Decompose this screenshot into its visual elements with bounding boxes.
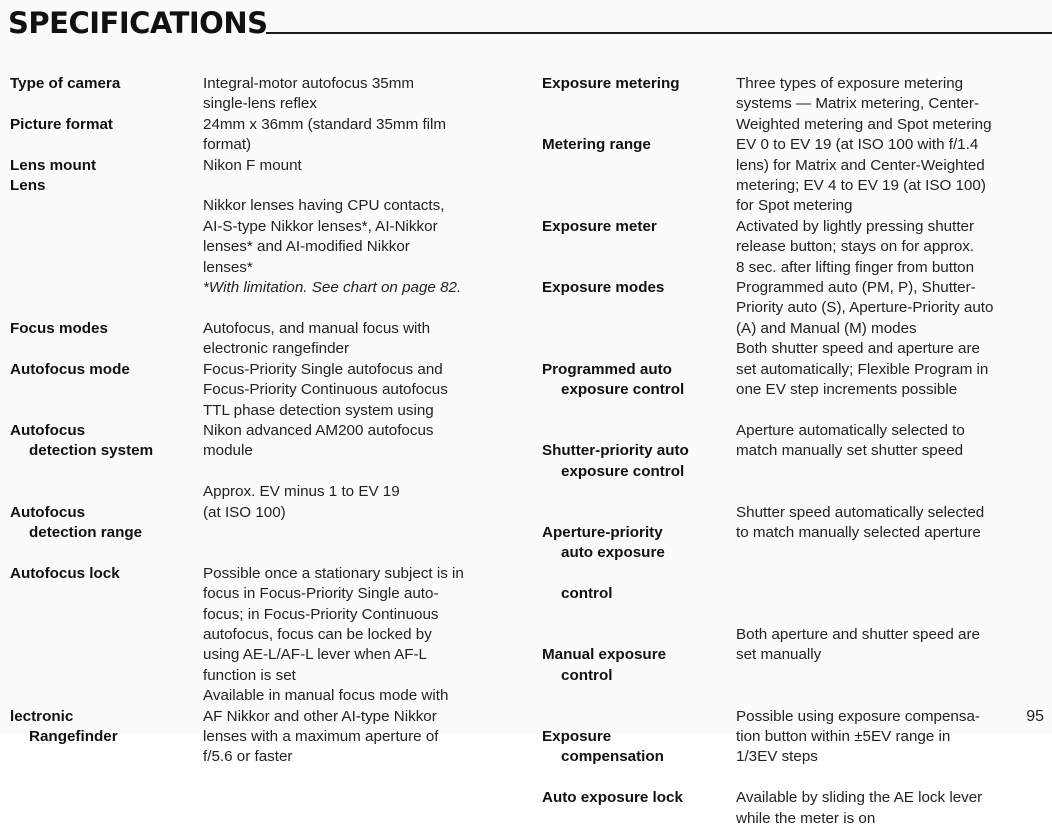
spec-metering-range (542, 135, 1050, 217)
spec-term-line: control (561, 585, 613, 603)
spec-exposure-meter (542, 217, 1050, 278)
spec-value: Available in manual focus mode with AF Nikkor and other AI-type Nikkor lenses with a maximum aperture of f/5.6 or faster (203, 687, 449, 766)
spec-term-line: Manual exposure (542, 646, 667, 664)
right-spec-column (542, 74, 1050, 829)
spec-autofocus-mode (10, 360, 530, 401)
spec-term (542, 421, 736, 503)
spec-value: Shutter speed automatically selected to match manually selected aperture (736, 503, 985, 541)
spec-term: Exposure metering (542, 75, 680, 92)
spec-value: Autofocus, and manual focus with electronic rangefinder (203, 319, 431, 358)
spec-value: Possible once a stationary subject is in focus in Focus-Priority Single auto- focus; in Focus-Priority Continuous autofocus, focus can be locked by using AE-L/AF-L lever when AF-L function is set (203, 564, 464, 684)
spec-term: Auto exposure lock (542, 789, 683, 807)
spec-autofocus-detection-system (10, 401, 530, 483)
left-spec-column (10, 74, 530, 768)
spec-term (542, 707, 736, 789)
spec-term: Type of camera (10, 75, 121, 92)
spec-term-line: detection range (29, 523, 143, 541)
spec-term: Lens mount (10, 156, 97, 174)
spec-autofocus-detection-range (10, 482, 530, 564)
spec-focus-modes (10, 319, 530, 360)
spec-term-line: exposure control (561, 462, 685, 480)
spec-term-line: Autofocus (10, 503, 86, 521)
spec-term: Metering range (542, 136, 651, 154)
spec-exposure-metering (542, 74, 1050, 135)
spec-value: Focus-Priority Single autofocus and Focus-Priority Continuous autofocus (203, 360, 448, 399)
spec-value: Three types of exposure metering systems — Matrix metering, Center- Weighted metering and Spot metering (736, 75, 992, 133)
spec-term: Autofocus mode (10, 360, 130, 378)
spec-term: Picture format (10, 115, 113, 133)
spec-programmed-auto-exposure-control (542, 339, 1050, 421)
title-rule (266, 32, 1052, 34)
spec-value: Available by sliding the AE lock lever while the meter is on (736, 789, 983, 827)
spec-term (542, 339, 736, 421)
footnote: *With limitation. See chart on page 82. (203, 279, 462, 297)
spec-term (10, 686, 203, 768)
spec-term-line: Aperture-priority (542, 523, 663, 541)
spec-term: Exposure modes (542, 279, 665, 297)
spec-exposure-modes (542, 278, 1050, 339)
spec-shutter-priority-auto-exposure-control (542, 421, 1050, 503)
spec-value: Possible using exposure compensa- tion button within ±5EV range in 1/3EV steps (736, 707, 980, 766)
spec-term: Exposure meter (542, 217, 657, 235)
spec-lens (10, 176, 530, 319)
spec-value-text: Nikkor lenses having CPU contacts, AI-S-type Nikkor lenses*, AI-Nikkor lenses* and AI-modified Nikkor lenses* (203, 197, 445, 276)
spec-picture-format (10, 115, 530, 156)
spec-term-line: compensation (561, 748, 664, 766)
spec-term: Autofocus lock (10, 564, 120, 582)
spec-type-of-camera (10, 74, 530, 115)
spec-term-line: Shutter-priority auto (542, 442, 689, 460)
spec-electronic-rangefinder (10, 686, 530, 768)
spec-term (542, 625, 736, 707)
spec-value: Nikon F mount (203, 156, 302, 174)
spec-value: EV 0 to EV 19 (at ISO 100 with f/1.4 lens) for Matrix and Center-Weighted metering; EV 4 to EV 19 (at ISO 100) for Spot metering (736, 136, 986, 215)
header (8, 6, 1048, 46)
spec-term-line: Autofocus (10, 421, 86, 439)
spec-lens-mount (10, 156, 530, 176)
spec-term: Lens (10, 177, 46, 195)
spec-aperture-priority-auto-exposure-control (542, 503, 1050, 625)
spec-value: Both shutter speed and aperture are set automatically; Flexible Program in one EV step increments possible (736, 340, 989, 399)
page-number: 95 (1026, 708, 1044, 725)
spec-auto-exposure-lock (542, 788, 1050, 829)
spec-value: Approx. EV minus 1 to EV 19 (at ISO 100) (203, 483, 400, 521)
spec-term-line: exposure control (561, 381, 685, 399)
spec-term-line: Rangefinder (29, 728, 118, 745)
spec-value: TTL phase detection system using Nikon advanced AM200 autofocus module (203, 401, 434, 460)
spec-value: Programmed auto (PM, P), Shutter- Priority auto (S), Aperture-Priority auto (A) and Manual (M) modes (736, 279, 994, 337)
spec-value: Activated by lightly pressing shutter release button; stays on for approx. 8 sec. after lifting finger from button (736, 217, 975, 276)
spec-term-line: Exposure (542, 728, 612, 745)
spec-value: Both aperture and shutter speed are set manually (736, 625, 981, 664)
spec-term (542, 503, 736, 625)
spec-term-line: lectronic (10, 707, 74, 725)
spec-term (10, 401, 203, 483)
spec-value: Integral-motor autofocus 35mm single-lens reflex (203, 75, 415, 113)
spec-term-line: control (561, 666, 613, 684)
spec-term-line: Programmed auto (542, 360, 672, 378)
spec-term: Focus modes (10, 319, 108, 337)
spec-term (10, 482, 203, 564)
page-title: SPECIFICATIONS (8, 6, 268, 40)
spec-autofocus-lock (10, 564, 530, 686)
spec-term-line: detection system (29, 442, 154, 460)
spec-value: Aperture automatically selected to match manually set shutter speed (736, 421, 965, 460)
spec-value (203, 176, 521, 319)
spec-exposure-compensation (542, 707, 1050, 789)
spec-value: 24mm x 36mm (standard 35mm film format) (203, 115, 447, 154)
spec-term-line: auto exposure (561, 544, 665, 562)
spec-manual-exposure-control (542, 625, 1050, 707)
